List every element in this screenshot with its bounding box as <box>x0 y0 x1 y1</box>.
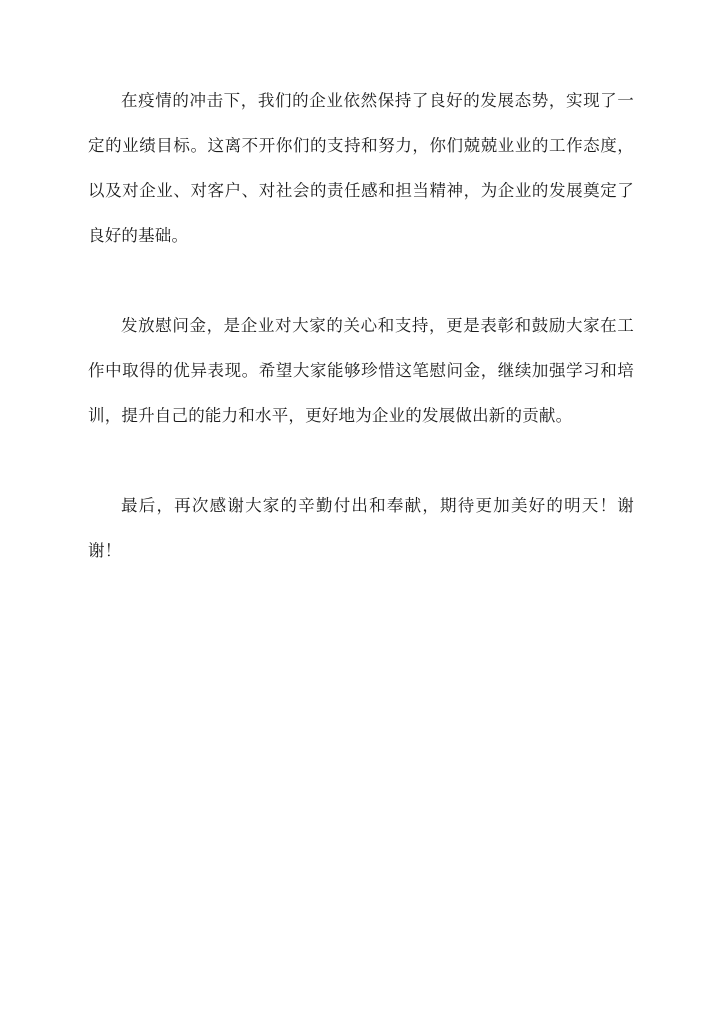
paragraph-2: 发放慰问金，是企业对大家的关心和支持，更是表彰和鼓励大家在工作中取得的优异表现。希望大家能够珍惜这笔慰问金，继续加强学习和培训，提升自己的能力和水平，更好地为企业的发展做出新的贡献。 <box>88 316 634 425</box>
document-body <box>88 78 634 573</box>
paragraph-spacer <box>88 258 634 303</box>
paragraph-spacer <box>88 438 634 483</box>
paragraph-3: 最后，再次感谢大家的辛勤付出和奉献，期待更加美好的明天！谢谢！ <box>88 496 634 560</box>
paragraph-1: 在疫情的冲击下，我们的企业依然保持了良好的发展态势，实现了一定的业绩目标。这离不开你们的支持和努力，你们兢兢业业的工作态度，以及对企业、对客户、对社会的责任感和担当精神，为企业的发展奠定了良好的基础。 <box>88 91 634 245</box>
